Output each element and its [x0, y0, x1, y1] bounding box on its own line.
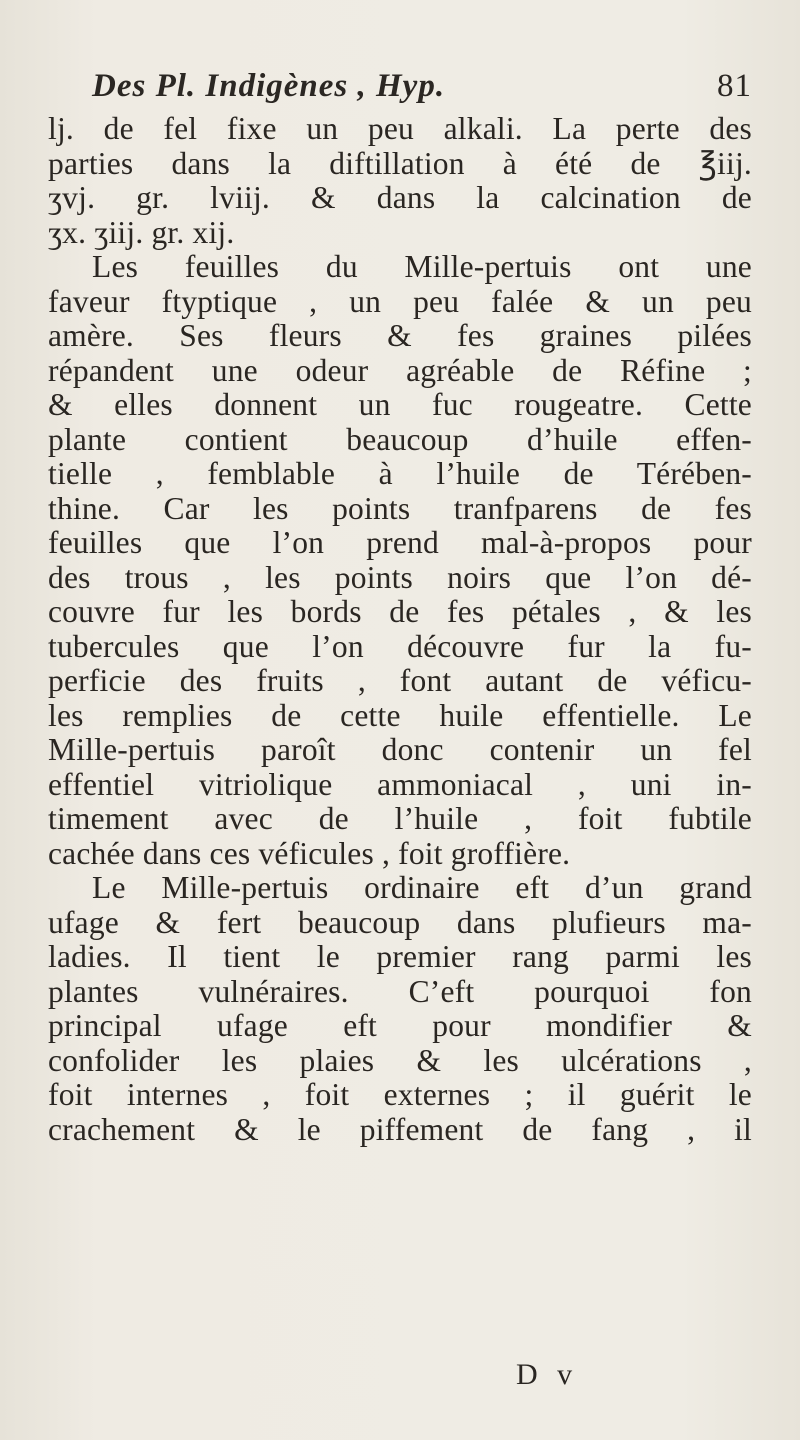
- text-line: plantes vulnéraires. C’eft pourquoi fon: [48, 973, 752, 1009]
- text-line: & elles donnent un fuc rougeatre. Cette: [48, 387, 752, 422]
- running-head-title: Des Pl. Indigènes , Hyp.: [92, 68, 446, 104]
- text-line: lj. de fel fixe un peu alkali. La perte des: [48, 111, 752, 146]
- text-line: plante contient beaucoup d’huile effen-: [48, 421, 752, 457]
- text-line: feuilles que l’on prend mal-à-propos pour: [48, 525, 752, 560]
- text-line: foit internes , foit externes ; il guérit le: [48, 1077, 752, 1112]
- page-number: 81: [717, 68, 752, 104]
- text-line: parties dans la diftillation à été de ℥iij.: [48, 145, 752, 181]
- text-line: principal ufage eft pour mondifier &: [48, 1008, 752, 1043]
- text-line: ladies. Il tient le premier rang parmi les: [48, 939, 752, 974]
- text-line: tubercules que l’on découvre fur la fu-: [48, 628, 752, 664]
- text-line: amère. Ses fleurs & fes graines pilées: [48, 318, 752, 353]
- signature-mark: D v: [516, 1358, 579, 1391]
- running-head: [92, 68, 752, 112]
- text-line: des trous , les points noirs que l’on dé-: [48, 559, 752, 595]
- text-line: effentiel vitriolique ammoniacal , uni in-: [48, 766, 752, 802]
- text-line: timement avec de l’huile , foit fubtile: [48, 801, 752, 836]
- text-line: Le Mille-pertuis ordinaire eft d’un grand: [92, 870, 752, 905]
- text-line: faveur ftyptique , un peu falée & un peu: [48, 283, 752, 319]
- text-line: ufage & fert beaucoup dans plufieurs ma-: [48, 904, 752, 940]
- text-line: Mille-pertuis paroît donc contenir un fel: [48, 732, 752, 767]
- text-line: ʒx. ʒiij. gr. xij.: [48, 214, 235, 250]
- text-line: confolider les plaies & les ulcérations ,: [48, 1042, 752, 1078]
- text-line: Les feuilles du Mille-pertuis ont une: [92, 249, 752, 284]
- text-line: cachée dans ces véficules , foit groffière.: [48, 835, 571, 871]
- text-line: les remplies de cette huile effentielle. Le: [48, 697, 752, 733]
- body-text: [48, 112, 752, 1147]
- text-line: ʒvj. gr. lviij. & dans la calcination de: [48, 180, 752, 215]
- text-line: répandent une odeur agréable de Réfine ;: [48, 352, 752, 388]
- text-line: couvre fur les bords de fes pétales , & les: [48, 594, 752, 629]
- text-line: perficie des fruits , font autant de véficu-: [48, 663, 752, 698]
- text-line: tielle , femblable à l’huile de Térében-: [48, 456, 752, 491]
- text-line: thine. Car les points tranfparens de fes: [48, 490, 752, 526]
- text-line: crachement & le piffement de fang , il: [48, 1111, 752, 1147]
